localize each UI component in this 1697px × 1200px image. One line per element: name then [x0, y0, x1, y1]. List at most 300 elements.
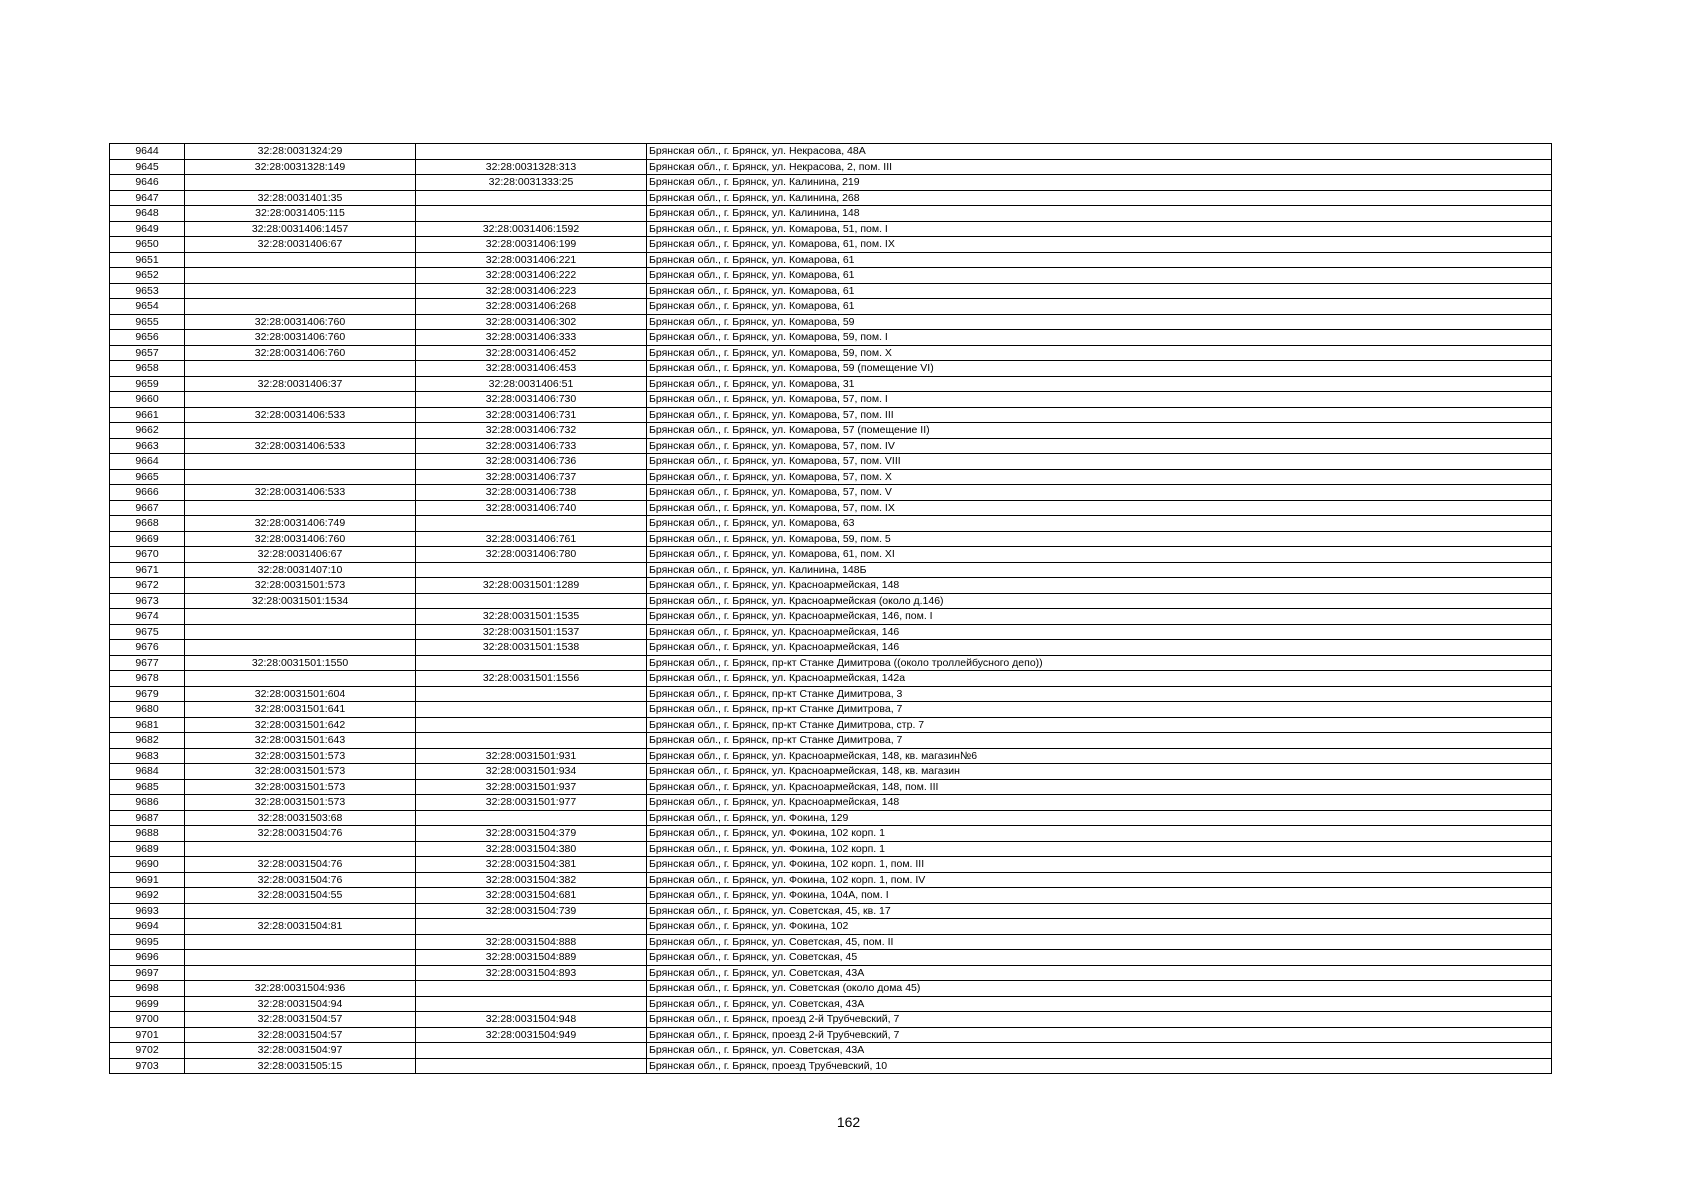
table-row: [110, 841, 1552, 857]
row-number-cell: 9675: [110, 624, 185, 640]
object-cadastral-number-cell: 32:28:0031504:948: [416, 1012, 647, 1028]
table-row: [110, 237, 1552, 253]
address-cell: Брянская обл., г. Брянск, пр-кт Станке Димитрова, 3: [647, 686, 1552, 702]
cadastral-number-cell: 32:28:0031406:760: [185, 330, 416, 346]
object-cadastral-number-cell: [416, 1043, 647, 1059]
row-number-cell: 9663: [110, 438, 185, 454]
cadastral-number-cell: 32:28:0031504:76: [185, 872, 416, 888]
table-row: [110, 547, 1552, 563]
address-cell: Брянская обл., г. Брянск, ул. Комарова, 57, пом. VIII: [647, 454, 1552, 470]
table-row: [110, 190, 1552, 206]
object-cadastral-number-cell: [416, 996, 647, 1012]
cadastral-number-cell: 32:28:0031324:29: [185, 144, 416, 160]
cadastral-number-cell: [185, 671, 416, 687]
object-cadastral-number-cell: 32:28:0031504:381: [416, 857, 647, 873]
row-number-cell: 9698: [110, 981, 185, 997]
cadastral-number-cell: 32:28:0031501:643: [185, 733, 416, 749]
row-number-cell: 9645: [110, 159, 185, 175]
object-cadastral-number-cell: 32:28:0031504:893: [416, 965, 647, 981]
row-number-cell: 9656: [110, 330, 185, 346]
row-number-cell: 9652: [110, 268, 185, 284]
table-row: [110, 175, 1552, 191]
cadastral-number-cell: 32:28:0031401:35: [185, 190, 416, 206]
cadastral-number-cell: [185, 454, 416, 470]
table-row: [110, 733, 1552, 749]
address-cell: Брянская обл., г. Брянск, ул. Комарова, 57, пом. X: [647, 469, 1552, 485]
table-row: [110, 857, 1552, 873]
table-row: [110, 609, 1552, 625]
address-cell: Брянская обл., г. Брянск, проезд 2-й Трубчевский, 7: [647, 1012, 1552, 1028]
address-cell: Брянская обл., г. Брянск, ул. Красноармейская, 148, пом. III: [647, 779, 1552, 795]
address-cell: Брянская обл., г. Брянск, ул. Калинина, 148: [647, 206, 1552, 222]
table-row: [110, 423, 1552, 439]
row-number-cell: 9682: [110, 733, 185, 749]
table-row: [110, 1043, 1552, 1059]
object-cadastral-number-cell: [416, 919, 647, 935]
table-row: [110, 981, 1552, 997]
object-cadastral-number-cell: 32:28:0031406:268: [416, 299, 647, 315]
cadastral-number-cell: 32:28:0031504:57: [185, 1027, 416, 1043]
address-cell: Брянская обл., г. Брянск, ул. Комарова, 51, пом. I: [647, 221, 1552, 237]
table-row: [110, 624, 1552, 640]
table-row: [110, 361, 1552, 377]
row-number-cell: 9651: [110, 252, 185, 268]
table-row: [110, 764, 1552, 780]
object-cadastral-number-cell: 32:28:0031406:223: [416, 283, 647, 299]
cadastral-number-cell: 32:28:0031501:573: [185, 764, 416, 780]
cadastral-number-cell: 32:28:0031504:57: [185, 1012, 416, 1028]
row-number-cell: 9646: [110, 175, 185, 191]
object-cadastral-number-cell: 32:28:0031501:931: [416, 748, 647, 764]
object-cadastral-number-cell: [416, 206, 647, 222]
address-cell: Брянская обл., г. Брянск, ул. Комарова, 61: [647, 299, 1552, 315]
object-cadastral-number-cell: 32:28:0031504:380: [416, 841, 647, 857]
row-number-cell: 9702: [110, 1043, 185, 1059]
row-number-cell: 9699: [110, 996, 185, 1012]
table-row: [110, 919, 1552, 935]
cadastral-number-cell: 32:28:0031504:97: [185, 1043, 416, 1059]
address-cell: Брянская обл., г. Брянск, ул. Красноармейская, 148, кв. магазин№6: [647, 748, 1552, 764]
table-row: [110, 996, 1552, 1012]
row-number-cell: 9685: [110, 779, 185, 795]
address-cell: Брянская обл., г. Брянск, ул. Комарова, 61: [647, 252, 1552, 268]
object-cadastral-number-cell: 32:28:0031406:51: [416, 376, 647, 392]
object-cadastral-number-cell: 32:28:0031504:889: [416, 950, 647, 966]
object-cadastral-number-cell: 32:28:0031406:736: [416, 454, 647, 470]
cadastral-number-cell: [185, 268, 416, 284]
cadastral-number-cell: 32:28:0031504:76: [185, 857, 416, 873]
cadastral-number-cell: [185, 252, 416, 268]
object-cadastral-number-cell: 32:28:0031406:738: [416, 485, 647, 501]
row-number-cell: 9688: [110, 826, 185, 842]
object-cadastral-number-cell: [416, 516, 647, 532]
row-number-cell: 9694: [110, 919, 185, 935]
object-cadastral-number-cell: 32:28:0031501:1538: [416, 640, 647, 656]
address-cell: Брянская обл., г. Брянск, ул. Красноармейская, 148: [647, 795, 1552, 811]
address-cell: Брянская обл., г. Брянск, ул. Красноармейская, 148: [647, 578, 1552, 594]
row-number-cell: 9692: [110, 888, 185, 904]
row-number-cell: 9677: [110, 655, 185, 671]
table-row: [110, 593, 1552, 609]
row-number-cell: 9680: [110, 702, 185, 718]
page-number: 162: [836, 1114, 861, 1130]
cadastral-number-cell: [185, 609, 416, 625]
cadastral-number-cell: 32:28:0031504:94: [185, 996, 416, 1012]
object-cadastral-number-cell: 32:28:0031406:780: [416, 547, 647, 563]
cadastral-number-cell: 32:28:0031501:642: [185, 717, 416, 733]
object-cadastral-number-cell: 32:28:0031406:302: [416, 314, 647, 330]
address-cell: Брянская обл., г. Брянск, ул. Красноармейская, 146: [647, 624, 1552, 640]
object-cadastral-number-cell: 32:28:0031501:1535: [416, 609, 647, 625]
row-number-cell: 9666: [110, 485, 185, 501]
row-number-cell: 9673: [110, 593, 185, 609]
object-cadastral-number-cell: 32:28:0031406:761: [416, 531, 647, 547]
address-cell: Брянская обл., г. Брянск, ул. Советская, 45, кв. 17: [647, 903, 1552, 919]
address-cell: Брянская обл., г. Брянск, ул. Комарова, 57, пом. I: [647, 392, 1552, 408]
address-cell: Брянская обл., г. Брянск, ул. Некрасова, 48А: [647, 144, 1552, 160]
cadastral-number-cell: [185, 283, 416, 299]
object-cadastral-number-cell: [416, 1058, 647, 1074]
object-cadastral-number-cell: [416, 686, 647, 702]
row-number-cell: 9660: [110, 392, 185, 408]
registry-table: [109, 143, 1552, 1074]
object-cadastral-number-cell: [416, 717, 647, 733]
address-cell: Брянская обл., г. Брянск, ул. Красноармейская, 142а: [647, 671, 1552, 687]
row-number-cell: 9672: [110, 578, 185, 594]
row-number-cell: 9676: [110, 640, 185, 656]
address-cell: Брянская обл., г. Брянск, проезд Трубчевский, 10: [647, 1058, 1552, 1074]
row-number-cell: 9662: [110, 423, 185, 439]
cadastral-number-cell: 32:28:0031504:55: [185, 888, 416, 904]
object-cadastral-number-cell: 32:28:0031333:25: [416, 175, 647, 191]
cadastral-number-cell: 32:28:0031501:1534: [185, 593, 416, 609]
object-cadastral-number-cell: 32:28:0031406:222: [416, 268, 647, 284]
address-cell: Брянская обл., г. Брянск, пр-кт Станке Димитрова, 7: [647, 702, 1552, 718]
row-number-cell: 9668: [110, 516, 185, 532]
row-number-cell: 9697: [110, 965, 185, 981]
row-number-cell: 9653: [110, 283, 185, 299]
row-number-cell: 9665: [110, 469, 185, 485]
object-cadastral-number-cell: 32:28:0031328:313: [416, 159, 647, 175]
table-row: [110, 872, 1552, 888]
cadastral-number-cell: [185, 965, 416, 981]
address-cell: Брянская обл., г. Брянск, ул. Советская, 45, пом. II: [647, 934, 1552, 950]
object-cadastral-number-cell: 32:28:0031501:1289: [416, 578, 647, 594]
cadastral-number-cell: 32:28:0031406:760: [185, 345, 416, 361]
address-cell: Брянская обл., г. Брянск, ул. Фокина, 102 корп. 1, пом. III: [647, 857, 1552, 873]
address-cell: Брянская обл., г. Брянск, ул. Фокина, 102: [647, 919, 1552, 935]
address-cell: Брянская обл., г. Брянск, ул. Калинина, 268: [647, 190, 1552, 206]
table-row: [110, 562, 1552, 578]
address-cell: Брянская обл., г. Брянск, ул. Фокина, 102 корп. 1: [647, 826, 1552, 842]
registry-table-body: [110, 144, 1552, 1074]
table-row: [110, 531, 1552, 547]
object-cadastral-number-cell: [416, 733, 647, 749]
object-cadastral-number-cell: 32:28:0031406:453: [416, 361, 647, 377]
object-cadastral-number-cell: 32:28:0031406:731: [416, 407, 647, 423]
row-number-cell: 9681: [110, 717, 185, 733]
row-number-cell: 9696: [110, 950, 185, 966]
address-cell: Брянская обл., г. Брянск, пр-кт Станке Димитрова ((около троллейбусного депо)): [647, 655, 1552, 671]
cadastral-number-cell: 32:28:0031406:67: [185, 237, 416, 253]
address-cell: Брянская обл., г. Брянск, ул. Комарова, 59, пом. I: [647, 330, 1552, 346]
object-cadastral-number-cell: 32:28:0031406:740: [416, 500, 647, 516]
cadastral-number-cell: 32:28:0031501:573: [185, 578, 416, 594]
cadastral-number-cell: [185, 175, 416, 191]
cadastral-number-cell: [185, 361, 416, 377]
cadastral-number-cell: 32:28:0031406:760: [185, 314, 416, 330]
cadastral-number-cell: [185, 423, 416, 439]
cadastral-number-cell: [185, 392, 416, 408]
row-number-cell: 9684: [110, 764, 185, 780]
address-cell: Брянская обл., г. Брянск, ул. Комарова, 61, пом. IX: [647, 237, 1552, 253]
object-cadastral-number-cell: 32:28:0031504:739: [416, 903, 647, 919]
table-row: [110, 283, 1552, 299]
cadastral-number-cell: 32:28:0031328:149: [185, 159, 416, 175]
row-number-cell: 9687: [110, 810, 185, 826]
table-row: [110, 268, 1552, 284]
table-row: [110, 438, 1552, 454]
object-cadastral-number-cell: 32:28:0031504:888: [416, 934, 647, 950]
table-row: [110, 469, 1552, 485]
row-number-cell: 9647: [110, 190, 185, 206]
cadastral-number-cell: 32:28:0031501:604: [185, 686, 416, 702]
table-row: [110, 826, 1552, 842]
cadastral-number-cell: [185, 841, 416, 857]
row-number-cell: 9695: [110, 934, 185, 950]
cadastral-number-cell: 32:28:0031407:10: [185, 562, 416, 578]
table-row: [110, 376, 1552, 392]
address-cell: Брянская обл., г. Брянск, ул. Комарова, 59: [647, 314, 1552, 330]
address-cell: Брянская обл., г. Брянск, ул. Комарова, 59, пом. X: [647, 345, 1552, 361]
object-cadastral-number-cell: 32:28:0031504:382: [416, 872, 647, 888]
address-cell: Брянская обл., г. Брянск, ул. Комарова, 61, пом. XI: [647, 547, 1552, 563]
cadastral-number-cell: 32:28:0031406:749: [185, 516, 416, 532]
address-cell: Брянская обл., г. Брянск, ул. Советская, 45: [647, 950, 1552, 966]
address-cell: Брянская обл., г. Брянск, пр-кт Станке Димитрова, стр. 7: [647, 717, 1552, 733]
address-cell: Брянская обл., г. Брянск, ул. Комарова, 57, пом. V: [647, 485, 1552, 501]
table-row: [110, 221, 1552, 237]
cadastral-number-cell: 32:28:0031406:37: [185, 376, 416, 392]
object-cadastral-number-cell: [416, 655, 647, 671]
cadastral-number-cell: [185, 903, 416, 919]
address-cell: Брянская обл., г. Брянск, проезд 2-й Трубчевский, 7: [647, 1027, 1552, 1043]
object-cadastral-number-cell: 32:28:0031501:937: [416, 779, 647, 795]
table-row: [110, 717, 1552, 733]
row-number-cell: 9669: [110, 531, 185, 547]
row-number-cell: 9644: [110, 144, 185, 160]
row-number-cell: 9691: [110, 872, 185, 888]
address-cell: Брянская обл., г. Брянск, ул. Советская, 43А: [647, 996, 1552, 1012]
row-number-cell: 9693: [110, 903, 185, 919]
address-cell: Брянская обл., г. Брянск, ул. Комарова, 63: [647, 516, 1552, 532]
object-cadastral-number-cell: 32:28:0031406:1592: [416, 221, 647, 237]
table-row: [110, 1012, 1552, 1028]
object-cadastral-number-cell: [416, 981, 647, 997]
row-number-cell: 9661: [110, 407, 185, 423]
address-cell: Брянская обл., г. Брянск, ул. Комарова, 59 (помещение VI): [647, 361, 1552, 377]
cadastral-number-cell: [185, 500, 416, 516]
cadastral-number-cell: 32:28:0031405:115: [185, 206, 416, 222]
address-cell: Брянская обл., г. Брянск, ул. Советская, 43А: [647, 1043, 1552, 1059]
row-number-cell: 9664: [110, 454, 185, 470]
table-row: [110, 950, 1552, 966]
address-cell: Брянская обл., г. Брянск, ул. Фокина, 129: [647, 810, 1552, 826]
row-number-cell: 9686: [110, 795, 185, 811]
address-cell: Брянская обл., г. Брянск, ул. Фокина, 102 корп. 1, пом. IV: [647, 872, 1552, 888]
table-row: [110, 1058, 1552, 1074]
cadastral-number-cell: 32:28:0031504:936: [185, 981, 416, 997]
address-cell: Брянская обл., г. Брянск, ул. Комарова, 57, пом. IV: [647, 438, 1552, 454]
object-cadastral-number-cell: 32:28:0031406:737: [416, 469, 647, 485]
address-cell: Брянская обл., г. Брянск, ул. Красноармейская, 148, кв. магазин: [647, 764, 1552, 780]
object-cadastral-number-cell: 32:28:0031406:199: [416, 237, 647, 253]
object-cadastral-number-cell: [416, 702, 647, 718]
address-cell: Брянская обл., г. Брянск, ул. Красноармейская, 146: [647, 640, 1552, 656]
object-cadastral-number-cell: [416, 810, 647, 826]
object-cadastral-number-cell: 32:28:0031406:333: [416, 330, 647, 346]
table-row: [110, 640, 1552, 656]
cadastral-number-cell: 32:28:0031406:760: [185, 531, 416, 547]
address-cell: Брянская обл., г. Брянск, ул. Советская (около дома 45): [647, 981, 1552, 997]
table-row: [110, 252, 1552, 268]
table-row: [110, 888, 1552, 904]
object-cadastral-number-cell: 32:28:0031501:934: [416, 764, 647, 780]
cadastral-number-cell: 32:28:0031501:1550: [185, 655, 416, 671]
cadastral-number-cell: 32:28:0031501:573: [185, 748, 416, 764]
object-cadastral-number-cell: 32:28:0031406:221: [416, 252, 647, 268]
address-cell: Брянская обл., г. Брянск, ул. Калинина, 148Б: [647, 562, 1552, 578]
table-row: [110, 314, 1552, 330]
address-cell: Брянская обл., г. Брянск, ул. Красноармейская, 146, пом. I: [647, 609, 1552, 625]
address-cell: Брянская обл., г. Брянск, ул. Фокина, 102 корп. 1: [647, 841, 1552, 857]
row-number-cell: 9654: [110, 299, 185, 315]
table-row: [110, 779, 1552, 795]
table-row: [110, 795, 1552, 811]
row-number-cell: 9683: [110, 748, 185, 764]
address-cell: Брянская обл., г. Брянск, ул. Комарова, 61: [647, 283, 1552, 299]
object-cadastral-number-cell: [416, 144, 647, 160]
object-cadastral-number-cell: 32:28:0031406:733: [416, 438, 647, 454]
table-row: [110, 1027, 1552, 1043]
table-row: [110, 159, 1552, 175]
cadastral-number-cell: 32:28:0031505:15: [185, 1058, 416, 1074]
table-row: [110, 206, 1552, 222]
row-number-cell: 9659: [110, 376, 185, 392]
table-row: [110, 810, 1552, 826]
address-cell: Брянская обл., г. Брянск, ул. Комарова, 57, пом. IX: [647, 500, 1552, 516]
object-cadastral-number-cell: [416, 562, 647, 578]
table-row: [110, 965, 1552, 981]
cadastral-number-cell: 32:28:0031406:1457: [185, 221, 416, 237]
table-row: [110, 903, 1552, 919]
cadastral-number-cell: [185, 640, 416, 656]
object-cadastral-number-cell: [416, 190, 647, 206]
address-cell: Брянская обл., г. Брянск, ул. Комарова, 31: [647, 376, 1552, 392]
row-number-cell: 9671: [110, 562, 185, 578]
object-cadastral-number-cell: 32:28:0031501:1537: [416, 624, 647, 640]
table-row: [110, 934, 1552, 950]
row-number-cell: 9678: [110, 671, 185, 687]
object-cadastral-number-cell: 32:28:0031504:949: [416, 1027, 647, 1043]
cadastral-number-cell: [185, 624, 416, 640]
cadastral-number-cell: 32:28:0031504:76: [185, 826, 416, 842]
table-row: [110, 392, 1552, 408]
row-number-cell: 9679: [110, 686, 185, 702]
row-number-cell: 9674: [110, 609, 185, 625]
table-row: [110, 702, 1552, 718]
address-cell: Брянская обл., г. Брянск, ул. Советская, 43А: [647, 965, 1552, 981]
row-number-cell: 9700: [110, 1012, 185, 1028]
row-number-cell: 9667: [110, 500, 185, 516]
object-cadastral-number-cell: 32:28:0031504:379: [416, 826, 647, 842]
row-number-cell: 9690: [110, 857, 185, 873]
cadastral-number-cell: 32:28:0031504:81: [185, 919, 416, 935]
address-cell: Брянская обл., г. Брянск, ул. Красноармейская (около д.146): [647, 593, 1552, 609]
object-cadastral-number-cell: 32:28:0031406:732: [416, 423, 647, 439]
object-cadastral-number-cell: 32:28:0031406:452: [416, 345, 647, 361]
address-cell: Брянская обл., г. Брянск, ул. Фокина, 104А, пом. I: [647, 888, 1552, 904]
row-number-cell: 9670: [110, 547, 185, 563]
table-row: [110, 671, 1552, 687]
address-cell: Брянская обл., г. Брянск, ул. Калинина, 219: [647, 175, 1552, 191]
table-row: [110, 299, 1552, 315]
cadastral-number-cell: 32:28:0031501:573: [185, 795, 416, 811]
table-row: [110, 516, 1552, 532]
table-row: [110, 748, 1552, 764]
address-cell: Брянская обл., г. Брянск, ул. Комарова, 61: [647, 268, 1552, 284]
table-row: [110, 655, 1552, 671]
row-number-cell: 9658: [110, 361, 185, 377]
table-row: [110, 454, 1552, 470]
table-row: [110, 345, 1552, 361]
object-cadastral-number-cell: 32:28:0031501:977: [416, 795, 647, 811]
cadastral-number-cell: 32:28:0031503:68: [185, 810, 416, 826]
row-number-cell: 9701: [110, 1027, 185, 1043]
cadastral-number-cell: 32:28:0031406:533: [185, 438, 416, 454]
table-row: [110, 407, 1552, 423]
address-cell: Брянская обл., г. Брянск, ул. Комарова, 59, пом. 5: [647, 531, 1552, 547]
row-number-cell: 9650: [110, 237, 185, 253]
row-number-cell: 9648: [110, 206, 185, 222]
row-number-cell: 9655: [110, 314, 185, 330]
cadastral-number-cell: [185, 950, 416, 966]
address-cell: Брянская обл., г. Брянск, пр-кт Станке Димитрова, 7: [647, 733, 1552, 749]
row-number-cell: 9657: [110, 345, 185, 361]
object-cadastral-number-cell: 32:28:0031504:681: [416, 888, 647, 904]
table-row: [110, 485, 1552, 501]
cadastral-number-cell: 32:28:0031406:67: [185, 547, 416, 563]
table-row: [110, 686, 1552, 702]
table-row: [110, 578, 1552, 594]
row-number-cell: 9649: [110, 221, 185, 237]
cadastral-number-cell: 32:28:0031501:573: [185, 779, 416, 795]
cadastral-number-cell: [185, 469, 416, 485]
table-row: [110, 500, 1552, 516]
object-cadastral-number-cell: 32:28:0031406:730: [416, 392, 647, 408]
table-row: [110, 144, 1552, 160]
table-row: [110, 330, 1552, 346]
cadastral-number-cell: [185, 299, 416, 315]
cadastral-number-cell: [185, 934, 416, 950]
object-cadastral-number-cell: [416, 593, 647, 609]
address-cell: Брянская обл., г. Брянск, ул. Комарова, 57 (помещение II): [647, 423, 1552, 439]
row-number-cell: 9703: [110, 1058, 185, 1074]
address-cell: Брянская обл., г. Брянск, ул. Некрасова, 2, пом. III: [647, 159, 1552, 175]
object-cadastral-number-cell: 32:28:0031501:1556: [416, 671, 647, 687]
cadastral-number-cell: 32:28:0031406:533: [185, 485, 416, 501]
cadastral-number-cell: 32:28:0031406:533: [185, 407, 416, 423]
